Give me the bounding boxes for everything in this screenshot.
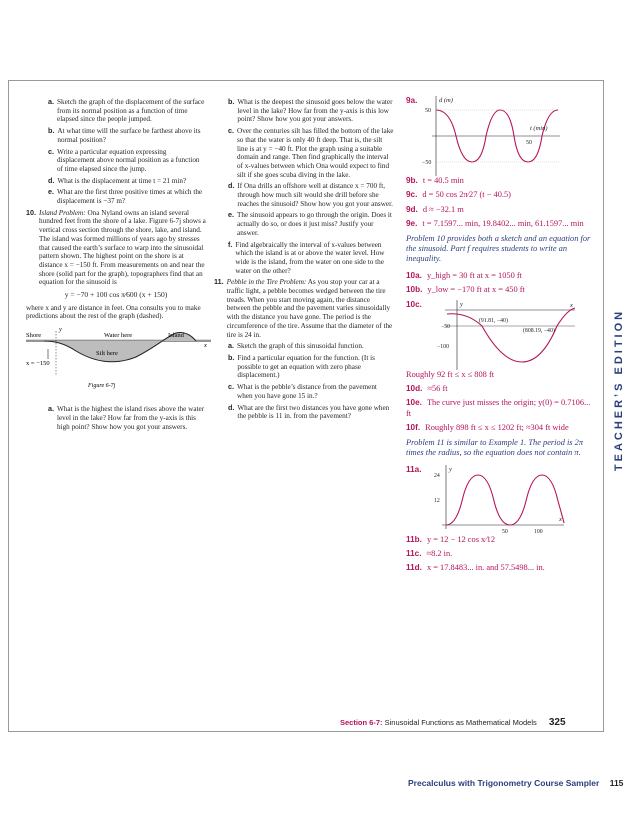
problem-9-part-text: What is the displacement at time t = 21 min? — [57, 176, 187, 185]
problem-11 — [214, 278, 394, 339]
problem-11-title: Pebble in the Tire Problem: — [226, 278, 307, 287]
problem-10-part — [228, 241, 394, 276]
answer-11a — [406, 465, 591, 535]
problem-11-part — [228, 342, 394, 351]
graph-11a-x50: 50 — [502, 528, 509, 535]
problem-10-part — [228, 182, 394, 208]
problem-10a-text: What is the highest the island rises above the water level in the lake? How far from the y-axis is this high point? Show how you got your answers. — [57, 405, 205, 431]
problem-10-part-text: What is the deepest the sinusoid goes below the water level in the lake? How far from the y-axis is this low point? Show how you got your answers. — [237, 98, 393, 124]
problem-9-part-label: d. — [48, 175, 55, 185]
answer-9c-text: d = 50 cos 2π⁄27 (t − 40.5) — [422, 190, 511, 200]
fig-water-label: Water here — [104, 332, 133, 340]
answer-11d-label: 11d. — [406, 563, 422, 573]
section-title: Sinusoidal Functions as Mathematical Models — [384, 718, 537, 727]
problem-9-part — [48, 127, 206, 144]
problem-11-part-text: Sketch the graph of this sinusoidal function. — [237, 342, 364, 351]
side-label — [604, 300, 634, 480]
answer-11c-text: ≈8.2 in. — [426, 548, 453, 558]
graph-9a-y50: 50 — [425, 108, 432, 114]
graph-10c-yneg50: −50 — [440, 323, 451, 330]
answer-10b — [406, 285, 591, 295]
problem-11-parts — [214, 342, 394, 421]
answer-11d-text: x = 17.8483... in. and 57.5498... in. — [426, 563, 545, 573]
problem-11-part — [228, 383, 394, 400]
answer-10d-label: 10d. — [406, 384, 423, 394]
problem-10-part — [228, 127, 394, 179]
graph-9a-xlabel: t (min) — [530, 125, 548, 132]
answer-9e-text: t = 7.1597... min, 19.8402... min, 61.1597... min — [422, 219, 584, 229]
teacher-note-11: Problem 11 is similar to Example 1. The period is 2π times the radius, so the equation does not contain π. — [406, 437, 584, 458]
graph-11a-ylabel: y — [449, 465, 453, 473]
problem-10a-label: a. — [48, 404, 54, 414]
answer-10d — [406, 384, 591, 394]
problem-9-part-text: At what time will the surface be farthest above its normal position? — [57, 127, 201, 144]
problem-9-part-text: Sketch the graph of the displacement of the surface from its normal position as a function of time elapsed since the people jumped. — [57, 98, 205, 124]
problem-10-part — [228, 211, 394, 237]
problem-10-part-text: Find algebraically the interval of x-values between which the island is at or above the water level. How wide is the island, from the water on one side to the water on the other? — [235, 240, 385, 275]
teacher-note-10: Problem 10 provides both a sketch and an equation for the sinusoid. Part f requires students to write an inequality. — [406, 233, 591, 264]
answer-11c-label: 11c. — [406, 548, 422, 558]
graph-11a-xlabel: x — [559, 515, 563, 523]
answer-10e-text: The curve just misses the origin; y(0) = 0.7106... ft — [406, 398, 591, 418]
answer-11b-text: y = 12 − 12 cos x⁄12 — [426, 534, 496, 544]
answer-10b-label: 10b. — [406, 285, 423, 295]
book-page-number: 115 — [609, 778, 624, 788]
problem-9-parts — [26, 98, 206, 206]
answer-9b-text: t = 40.5 min — [422, 176, 464, 185]
problem-10-part-text: If Ona drills an offshore well at distance x = 700 ft, through how much silt would she drill before she reaches the sinusoid? Show how you got your answer. — [237, 182, 393, 208]
answer-10f-label: 10f. — [406, 423, 421, 433]
left-column — [26, 98, 206, 434]
problem-11-text: As you stop your car at a traffic light, a pebble becomes wedged between the tire treads. When you start moving again, the distance between the pebble and the pavement varies sinusoidally with the distance you have gone. The period is the circumference of the tire. Assume that the diameter of the tire is 24 in. — [226, 278, 393, 339]
answer-10e-label: 10e. — [406, 398, 422, 408]
answer-9d-text: d ≈ −32.1 m — [422, 204, 464, 214]
answer-9c — [406, 190, 591, 200]
problem-11-part-text: Find a particular equation for the function. (It is possible to get an equation with zero phase displacement.) — [237, 353, 375, 380]
answer-10a-label: 10a. — [406, 270, 422, 280]
problem-9-part — [48, 98, 206, 124]
problem-10a — [26, 405, 206, 431]
problem-10-part-text: The sinusoid appears to go through the origin. Does it actually do so, or does it just miss? Justify your answer. — [237, 211, 392, 237]
answer-11b — [406, 535, 591, 545]
problem-9-part-text: What are the first three positive times at which the displacement is −37 m? — [57, 188, 203, 206]
problem-10-part-label: e. — [228, 210, 234, 220]
problem-11-part — [228, 354, 394, 380]
fig-x-axis-label: x — [204, 342, 207, 350]
fig-x-label: x = −150 — [26, 360, 50, 368]
problem-9-part-label: e. — [48, 187, 54, 197]
answer-9a-label: 9a. — [406, 96, 418, 105]
answer-10c-text: Roughly 92 ft ≤ x ≤ 808 ft — [406, 369, 495, 379]
problem-11-part — [228, 404, 394, 421]
problem-9-part-text: Write a particular equation expressing displacement above normal position as a function of time elapsed since the jump. — [57, 147, 200, 173]
graph-9a-x50: 50 — [526, 140, 533, 146]
answer-9d-label: 9d. — [406, 204, 418, 214]
problem-11-part-label: d. — [228, 402, 235, 412]
graph-10c-yneg100: −100 — [436, 343, 449, 350]
problem-10-after: where x and y are distance in feet. Ona consults you to make predictions about the rest of the graph (dashed). — [26, 303, 201, 321]
answer-10d-text: ≈56 ft — [427, 384, 448, 394]
graph-11a-x100: 100 — [534, 528, 544, 535]
answer-9c-label: 9c. — [406, 190, 418, 200]
problem-11-part-label: a. — [228, 341, 234, 351]
answer-9e — [406, 219, 591, 229]
problem-10-text: Ona Nyland owns an island several hundred feet from the shore of a lake. Figure 6-7j shows a vertical cross section through the shore, lake, and island. The island was formed millions of years ago by stresses that caused the earth’s surface to warp into the sinusoidal pattern shown. The highest point on the shore is at distance x = −150 ft. From measurements on and near the shore (solid part for the graph), topographers find that an equation for the sinusoid is — [39, 208, 206, 287]
problem-9-part — [48, 148, 206, 174]
answer-10a-text: y_high = 30 ft at x = 1050 ft — [426, 270, 522, 280]
fig-y-axis-label: y — [59, 326, 62, 334]
problem-10-part-text: Over the centuries silt has filled the bottom of the lake so that the water is only 40 ft deep. That is, the silt line is at y = −40 ft. Plot the graph using a suitable domain and range. Then find graphically the interval of x-values between which Ona would expect to find silt if she goes scuba diving in the lake. — [237, 127, 394, 179]
fig-island-label: Island — [168, 332, 184, 340]
answer-9d — [406, 205, 591, 215]
answer-11a-label: 11a. — [406, 464, 422, 474]
problem-10-number: 10. — [26, 207, 36, 217]
graph-11a-y24: 24 — [434, 472, 441, 479]
answer-9a — [406, 96, 591, 176]
problem-10-equation: y = −70 + 100 cos π⁄600 (x + 150) — [64, 290, 168, 300]
answer-11c — [406, 549, 591, 559]
graph-10c-xlabel: x — [569, 301, 573, 309]
answer-10f — [406, 423, 591, 433]
middle-column — [214, 98, 394, 424]
figure-6-7j — [26, 325, 211, 405]
answer-10e — [406, 398, 591, 419]
section-footer — [340, 717, 566, 728]
problem-11-number: 11. — [214, 277, 224, 287]
graph-9a-yneg50: −50 — [422, 160, 432, 166]
problem-9-part — [48, 188, 206, 205]
answer-10a — [406, 271, 591, 281]
book-title: Precalculus with Trigonometry Course Sampler — [408, 778, 600, 788]
answer-10f-text: Roughly 898 ft ≤ x ≤ 1202 ft; ≈304 ft wide — [425, 423, 569, 433]
problem-10 — [26, 209, 206, 287]
graph-9a-ylabel: d (m) — [439, 97, 454, 104]
problem-9-part-label: a. — [48, 97, 54, 106]
page-number: 325 — [548, 717, 566, 728]
answer-9b-label: 9b. — [406, 176, 418, 185]
graph-11a-y12: 12 — [434, 497, 441, 504]
graph-10c-point1: (91.81, −40) — [478, 317, 508, 324]
teachers-edition-label: TEACHER’S EDITION — [613, 308, 625, 472]
problem-10-part-label: b. — [228, 97, 235, 106]
problem-10-part-label: d. — [228, 181, 235, 191]
answer-column — [406, 96, 591, 578]
answer-11b-label: 11b. — [406, 534, 422, 544]
problem-9-part-label: c. — [48, 146, 54, 156]
answer-10c-label: 10c. — [406, 299, 422, 309]
fig-shore-label: Shore — [26, 332, 42, 340]
graph-10c — [427, 300, 577, 370]
graph-10c-ylabel: y — [459, 300, 463, 308]
answer-10c — [406, 300, 591, 370]
problem-11-part-label: b. — [228, 352, 235, 362]
answer-10b-text: y_low = −170 ft at x = 450 ft — [427, 285, 525, 295]
problem-10-part — [228, 98, 394, 124]
answer-11d — [406, 563, 591, 573]
answer-9b — [406, 176, 591, 186]
answer-9e-label: 9e. — [406, 219, 418, 229]
section-number: Section 6-7: — [340, 718, 383, 727]
graph-10c-point2: (808.19, −40) — [522, 327, 555, 334]
problem-10-part-label: c. — [228, 126, 234, 136]
problem-9-part — [48, 177, 206, 186]
problem-11-part-text: What are the first two distances you have gone when the pebble is 11 in. from the pavement? — [237, 403, 390, 421]
problem-11-part-label: c. — [228, 382, 234, 392]
graph-11a — [426, 465, 566, 535]
problem-10-parts — [214, 98, 394, 275]
fig-caption: Figure 6-7j — [88, 383, 116, 390]
book-footer — [408, 778, 623, 788]
problem-9-part-label: b. — [48, 126, 55, 136]
graph-9a — [422, 96, 562, 176]
fig-silt-label: Silt here — [96, 350, 118, 358]
problem-10-title: Island Problem: — [39, 208, 86, 217]
problem-10-part-label: f. — [228, 239, 233, 249]
problem-11-part-text: What is the pebble’s distance from the pavement when you have gone 15 in.? — [237, 383, 377, 400]
